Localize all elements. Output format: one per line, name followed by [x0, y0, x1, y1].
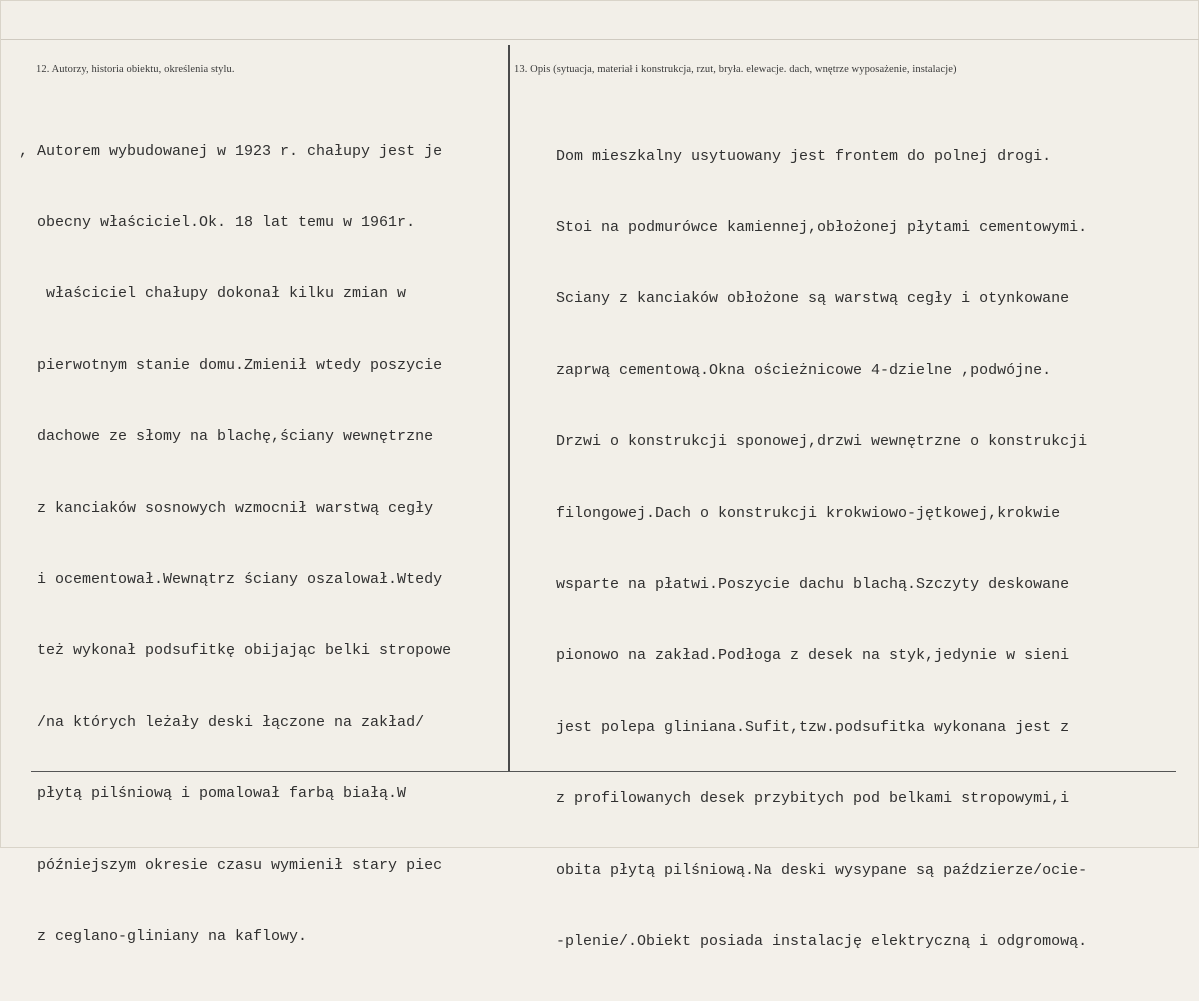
text-line: Drzwi o konstrukcji sponowej,drzwi wewnętrzne o konstrukcji	[556, 433, 1088, 451]
text-line: jest polepa gliniana.Sufit,tzw.podsufitka wykonana jest z	[556, 718, 1070, 736]
text-line: Stoi na podmurówce kamiennej,obłożonej płytami cementowymi.	[556, 218, 1088, 236]
text-line: Sciany z kanciaków obłożone są warstwą cegły i otynkowane	[556, 290, 1070, 308]
text-line: właściciel chałupy dokonał kilku zmian w	[19, 285, 407, 303]
top-rule	[1, 39, 1199, 40]
text-line: z ceglano-gliniany na kaflowy.	[19, 927, 308, 945]
text-line: filongowej.Dach o konstrukcji krokwiowo-jętkowej,krokwie	[556, 504, 1061, 522]
section-13-heading: 13. Opis (sytuacja, materiał i konstrukcja, rzut, bryła. elewacje. dach, wnętrze wyposażenie, instalacje)	[514, 64, 957, 75]
text-line: i ocementował.Wewnątrz ściany oszalował.Wtedy	[19, 570, 443, 588]
text-line: z profilowanych desek przybitych pod belkami stropowymi,i	[556, 790, 1070, 808]
section-12-typed-text	[19, 92, 451, 996]
text-line: też wykonał podsufitkę obijając belki stropowe	[19, 642, 452, 660]
text-line: obita płytą pilśniową.Na deski wysypane są paździerze/ocie-	[556, 861, 1088, 879]
text-line: pionowo na zakład.Podłoga z desek na styk,jedynie w sieni	[556, 647, 1070, 665]
text-line: wsparte na płatwi.Poszycie dachu blachą.Szczyty deskowane	[556, 575, 1070, 593]
text-line: dachowe ze słomy na blachę,ściany wewnętrzne	[19, 428, 434, 446]
text-line: późniejszym okresie czasu wymienił stary piec	[19, 856, 443, 874]
text-line: płytą pilśniową i pomalował farbą białą.W	[19, 785, 407, 803]
column-divider	[508, 45, 510, 772]
section-13-typed-text	[556, 97, 1087, 1001]
text-line: -plenie/.Obiekt posiada instalację elektryczną i odgromową.	[556, 932, 1088, 950]
text-line: zaprwą cementową.Okna ościeżnicowe 4-dzielne ,podwójne.	[556, 361, 1052, 379]
text-line: pierwotnym stanie domu.Zmienił wtedy poszycie	[19, 356, 443, 374]
text-line: Dom mieszkalny usytuowany jest frontem do polnej drogi.	[556, 147, 1052, 165]
section-12-heading: 12. Autorzy, historia obiektu, określenia stylu.	[36, 64, 235, 75]
text-line: z kanciaków sosnowych wzmocnił warstwą cegły	[19, 499, 434, 517]
text-line: , Autorem wybudowanej w 1923 r. chałupy jest je	[19, 142, 443, 160]
text-line: obecny właściciel.Ok. 18 lat temu w 1961r.	[19, 213, 416, 231]
text-line: /na których leżały deski łączone na zakład/	[19, 713, 425, 731]
